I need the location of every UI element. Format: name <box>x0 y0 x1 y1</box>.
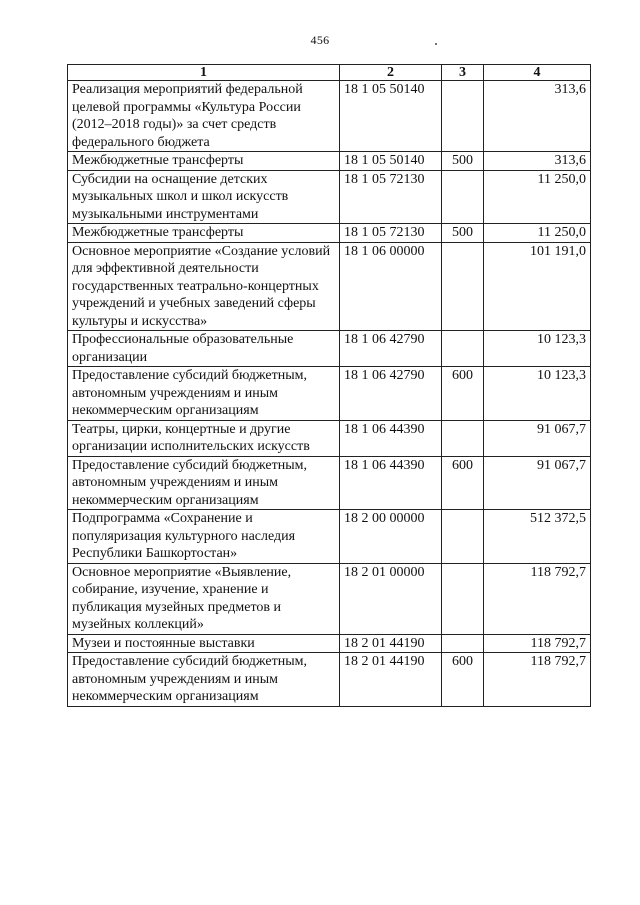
row-code: 18 1 06 42790 <box>340 331 442 367</box>
row-kind <box>442 242 484 331</box>
row-amount: 118 792,7 <box>484 653 591 707</box>
row-amount: 313,6 <box>484 152 591 171</box>
table-row <box>68 420 591 456</box>
row-code: 18 2 01 00000 <box>340 563 442 634</box>
row-code: 18 2 01 44190 <box>340 653 442 707</box>
row-code: 18 1 05 72130 <box>340 224 442 243</box>
row-amount: 118 792,7 <box>484 634 591 653</box>
row-name: Предоставление субсидий бюджетным, автономным учреждениям и иным некоммерческим организациям <box>68 456 340 510</box>
row-amount: 91 067,7 <box>484 420 591 456</box>
row-name: Профессиональные образовательные организации <box>68 331 340 367</box>
column-header-4: 4 <box>484 65 591 81</box>
row-name: Основное мероприятие «Выявление, собирание, изучение, хранение и публикация музейных предметов и музейных коллекций» <box>68 563 340 634</box>
row-code: 18 1 05 72130 <box>340 170 442 224</box>
table-row <box>68 152 591 171</box>
table-row <box>68 331 591 367</box>
row-code: 18 1 06 44390 <box>340 420 442 456</box>
row-name: Межбюджетные трансферты <box>68 152 340 171</box>
row-name: Театры, цирки, концертные и другие организации исполнительских искусств <box>68 420 340 456</box>
row-kind: 500 <box>442 152 484 171</box>
table-row <box>68 242 591 331</box>
table-row <box>68 653 591 707</box>
row-name: Предоставление субсидий бюджетным, автономным учреждениям и иным некоммерческим организациям <box>68 653 340 707</box>
row-amount: 10 123,3 <box>484 367 591 421</box>
page-number: 456 <box>310 33 330 47</box>
scan-speck <box>435 43 437 45</box>
row-amount: 313,6 <box>484 81 591 152</box>
row-code: 18 1 06 00000 <box>340 242 442 331</box>
budget-table <box>67 64 591 707</box>
row-kind <box>442 510 484 564</box>
row-kind <box>442 420 484 456</box>
table-row <box>68 170 591 224</box>
row-name: Межбюджетные трансферты <box>68 224 340 243</box>
row-name: Подпрограмма «Сохранение и популяризация культурного наследия Республики Башкортостан» <box>68 510 340 564</box>
row-amount: 91 067,7 <box>484 456 591 510</box>
table-row <box>68 510 591 564</box>
row-kind: 600 <box>442 456 484 510</box>
table-row <box>68 634 591 653</box>
table-header-row <box>68 65 591 81</box>
table-row <box>68 81 591 152</box>
row-code: 18 1 05 50140 <box>340 152 442 171</box>
row-kind <box>442 331 484 367</box>
row-name: Музеи и постоянные выставки <box>68 634 340 653</box>
row-name: Предоставление субсидий бюджетным, автономным учреждениям и иным некоммерческим организациям <box>68 367 340 421</box>
row-kind <box>442 634 484 653</box>
row-kind: 600 <box>442 367 484 421</box>
column-header-2: 2 <box>340 65 442 81</box>
row-kind <box>442 563 484 634</box>
row-code: 18 1 06 42790 <box>340 367 442 421</box>
row-code: 18 1 06 44390 <box>340 456 442 510</box>
row-amount: 10 123,3 <box>484 331 591 367</box>
table-row <box>68 367 591 421</box>
table-row <box>68 563 591 634</box>
row-code: 18 1 05 50140 <box>340 81 442 152</box>
row-name: Субсидии на оснащение детских музыкальных школ и школ искусств музыкальными инструментами <box>68 170 340 224</box>
table-row <box>68 456 591 510</box>
table-row <box>68 224 591 243</box>
row-kind <box>442 81 484 152</box>
row-kind: 500 <box>442 224 484 243</box>
row-amount: 512 372,5 <box>484 510 591 564</box>
column-header-1: 1 <box>68 65 340 81</box>
row-kind <box>442 170 484 224</box>
row-amount: 11 250,0 <box>484 170 591 224</box>
row-amount: 11 250,0 <box>484 224 591 243</box>
row-amount: 118 792,7 <box>484 563 591 634</box>
row-kind: 600 <box>442 653 484 707</box>
row-amount: 101 191,0 <box>484 242 591 331</box>
row-name: Основное мероприятие «Создание условий для эффективной деятельности государственных театрально-концертных учреждений и учебных заведений сферы культуры и искусства» <box>68 242 340 331</box>
column-header-3: 3 <box>442 65 484 81</box>
row-name: Реализация мероприятий федеральной целевой программы «Культура России (2012–2018 годы)» за счет средств федерального бюджета <box>68 81 340 152</box>
row-code: 18 2 01 44190 <box>340 634 442 653</box>
row-code: 18 2 00 00000 <box>340 510 442 564</box>
